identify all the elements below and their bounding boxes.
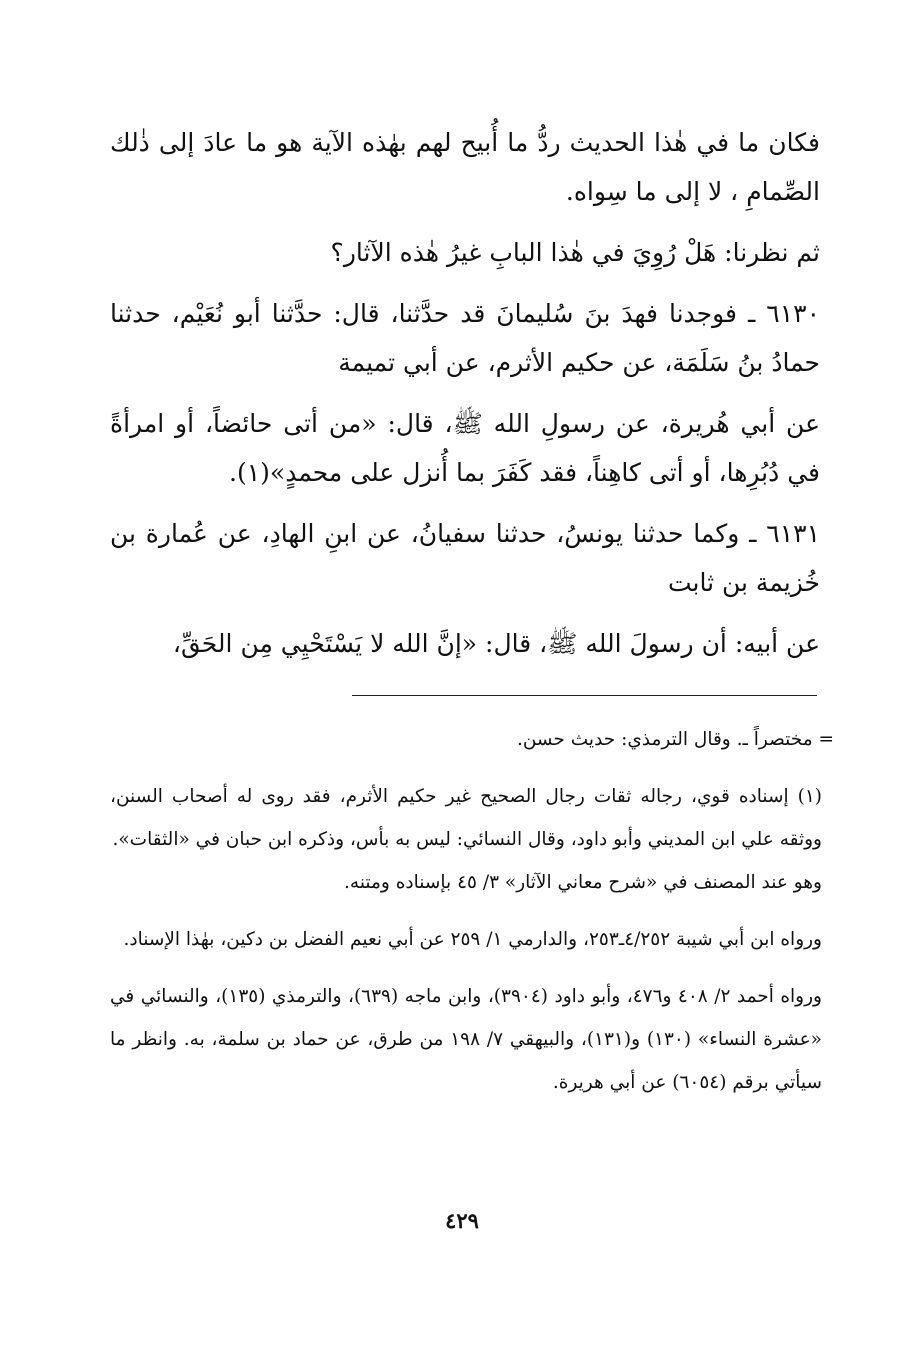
footnote-continuation: = مختصراً ـ. وقال الترمذي: حديث حسن. <box>516 729 834 750</box>
footnote-divider <box>352 695 817 696</box>
hadith-6130-isnad: ٦١٣٠ ـ فوجدنا فهدَ بنَ سُليمانَ قد حدَّثنا، قال: حدَّثنا أبو نُعَيْم، حدثنا حمادُ بنُ سَلَمَة، عن حكيم الأثرم، عن أبي تميمة <box>110 299 820 377</box>
footnote-1-source: وهو عند المصنف في «شرح معاني الآثار» ٣/ ٤٥ بإسناده ومتنه. <box>344 872 822 893</box>
hadith-6131-matn: عن أبيه: أن رسولَ الله ﷺ، قال: «إنَّ الله لا يَسْتَحْيِي مِن الحَقِّ، <box>172 629 820 658</box>
footnote-1: (١) إسناده قوي، رجاله ثقات رجال الصحيح غير حكيم الأثرم، فقد روى له أصحاب السنن، ووثقه علي ابن المديني وأبو داود، وقال النسائي: ليس به بأس، وذكره ابن حبان في «الثقات». <box>110 786 822 850</box>
paragraph-question: ثم نظرنا: هَلْ رُوِيَ في هٰذا البابِ غيرُ هٰذه الآثار؟ <box>330 238 820 267</box>
paragraph-intro: فكان ما في هٰذا الحديث ردُّ ما أُبيح لهم بهٰذه الآية هو ما عادَ إلى ذٰلك الصِّمامِ ، لا إلى ما سِواه. <box>110 128 820 206</box>
main-text <box>110 118 820 668</box>
hadith-6131-isnad: ٦١٣١ ـ وكما حدثنا يونسُ، حدثنا سفيانُ، عن ابنِ الهادِ، عن عُمارة بن خُزيمة بن ثابت <box>110 519 820 597</box>
footnote-1-other-sources: ورواه أحمد ٢/ ٤٠٨ و٤٧٦، وأبو داود (٣٩٠٤)، وابن ماجه (٦٣٩)، والترمذي (١٣٥)، والنسائي في «عشرة النساء» (١٣٠) و(١٣١)، والبيهقي ٧/ ١٩٨ من طرق، عن حماد بن سلمة، به. وانظر ما سيأتي برقم (٦٠٥٤) عن أبي هريرة. <box>110 986 822 1093</box>
footnote-1-ibn-abi-shaybah: ورواه ابن أبي شيبة ٤/٢٥٢ـ٢٥٣، والدارمي ١/ ٢٥٩ عن أبي نعيم الفضل بن دكين، بهٰذا الإسناد. <box>123 929 822 950</box>
page-number: ٤٢٩ <box>445 1208 479 1233</box>
footnotes <box>110 718 834 1104</box>
hadith-6130-matn: عن أبي هُريرة، عن رسولِ الله ﷺ، قال: «من أتى حائضاً، أو امرأةً في دُبُرِها، أو أتى كاهِناً، فقد كَفَرَ بما أُنزل على محمدٍ»(١). <box>110 409 820 487</box>
